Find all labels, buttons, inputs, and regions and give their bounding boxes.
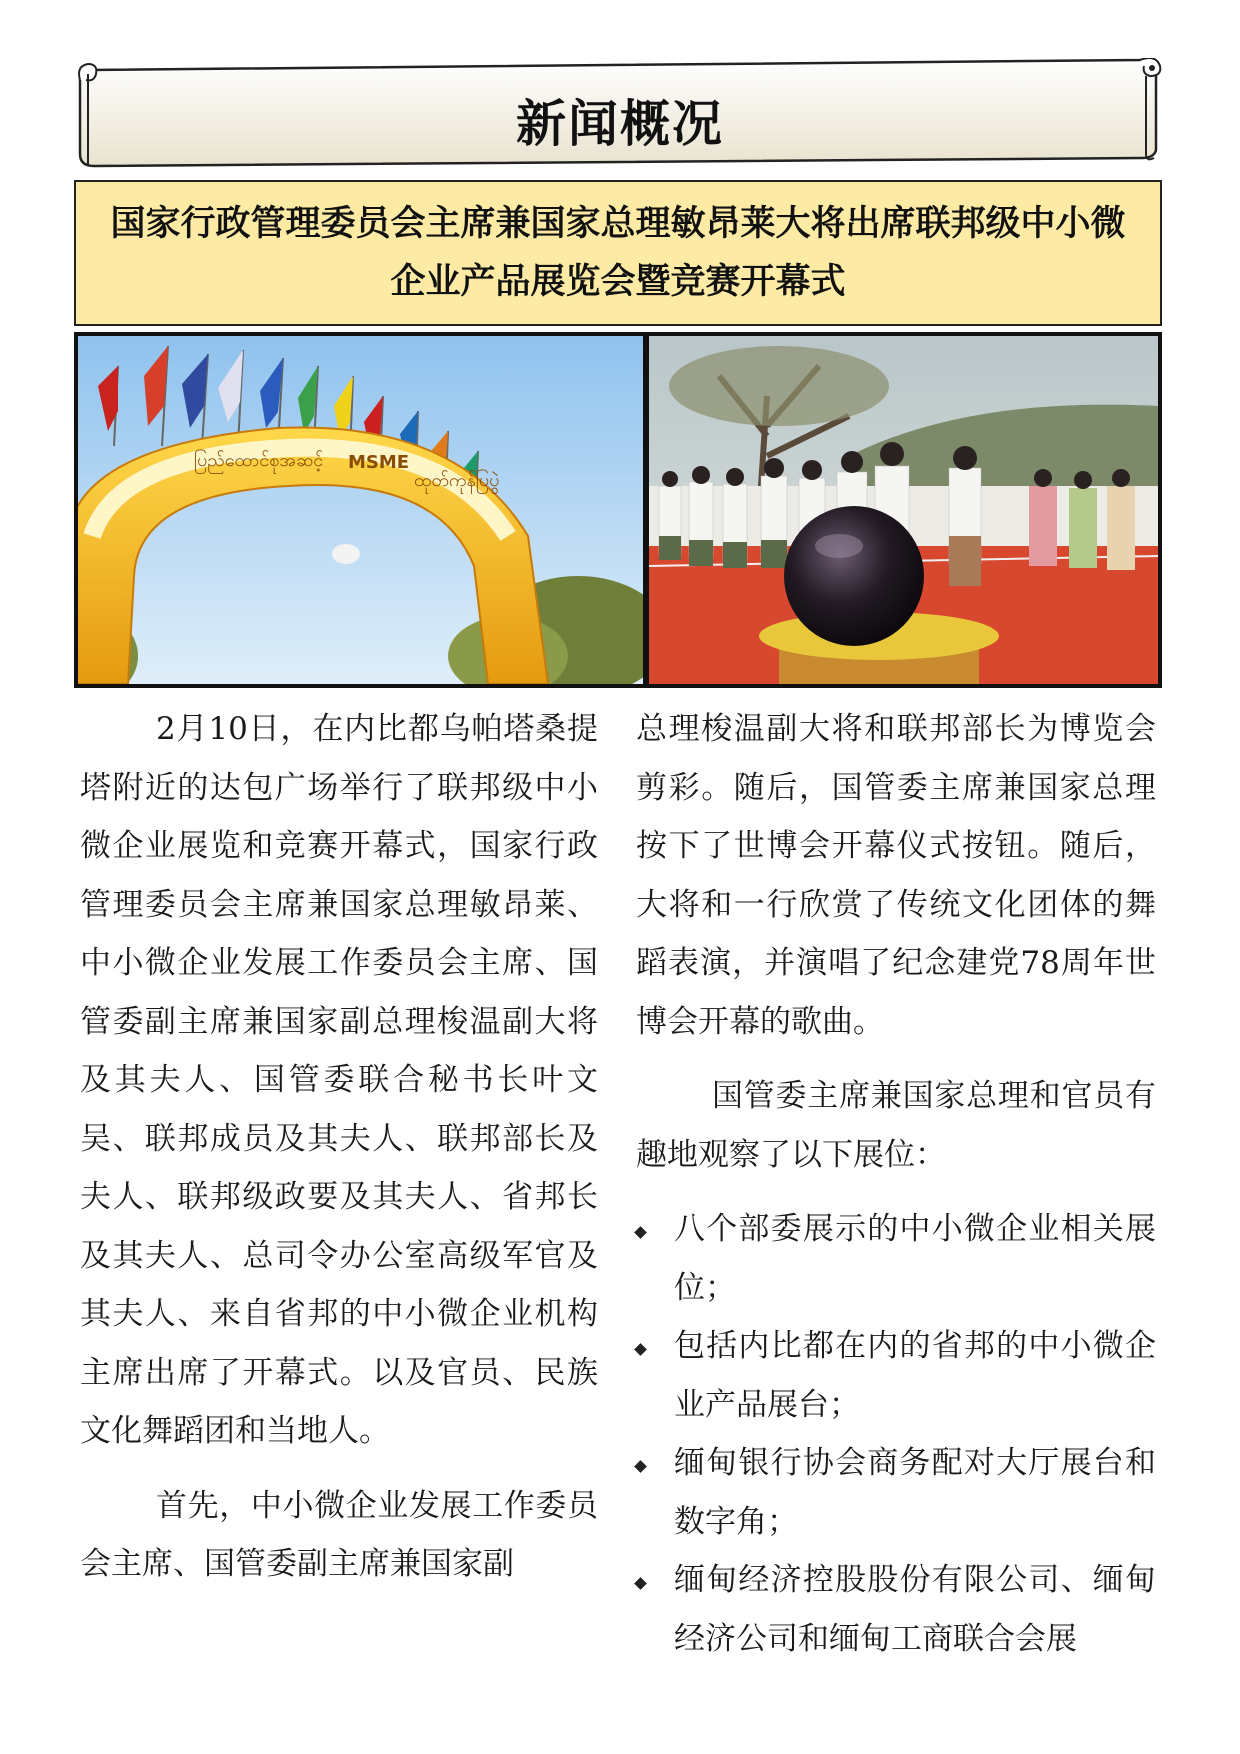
diamond-bullet-icon [634, 1577, 647, 1590]
list-item-text: 包括内比都在内的省邦的中小微企业产品展台； [674, 1328, 1156, 1423]
photo-arch-flags [78, 336, 643, 684]
headline-box [74, 180, 1162, 326]
list-item [636, 1200, 1156, 1317]
list-item-text: 八个部委展示的中小微企业相关展位； [674, 1211, 1156, 1306]
title-scroll-banner [76, 58, 1164, 170]
paragraph: 国管委主席兼国家总理和官员有趣地观察了以下展位： [636, 1078, 1156, 1173]
body-right-column [636, 700, 1156, 1668]
paragraph: 首先，中小微企业发展工作委员会主席、国管委副主席兼国家副 [80, 1487, 598, 1582]
arch-photo-graphic [78, 336, 643, 684]
list-item [636, 1317, 1156, 1434]
arch-text-left: ပြည်ထောင်စုအဆင့် [194, 450, 324, 471]
headline: 国家行政管理委员会主席兼国家总理敏昂莱大将出席联邦级中小微企业产品展览会暨竞赛开幕式 [110, 204, 1126, 302]
list-item [636, 1434, 1156, 1551]
list-item-text: 缅甸银行协会商务配对大厅展台和数字角； [674, 1445, 1156, 1540]
arch-text-mid: MSME [348, 452, 410, 473]
paragraph: 2月10日，在内比都乌帕塔桑提塔附近的达包广场举行了联邦级中小微企业展览和竞赛开幕式，国家行政管理委员会主席兼国家总理敏昂莱、中小微企业发展工作委员会主席、国管委副主席兼国家副总理梭温副大将及其夫人、国管委联合秘书长叶文吴、联邦成员及其夫人、联邦部长及夫人、联邦级政要及其夫人、省邦长及其夫人、总司令办公室高级军官及其夫人、来自省邦的中小微企业机构主席出席了开幕式。以及官员、民族文化舞蹈团和当地人。 [80, 711, 598, 1449]
diamond-bullet-icon [634, 1343, 647, 1356]
booth-list [636, 1200, 1156, 1668]
list-item-text: 缅甸经济控股股份有限公司、缅甸经济公司和缅甸工商联合会展 [674, 1562, 1156, 1657]
photo-strip [74, 332, 1162, 688]
arch-text-right: ထုတ်ကုန်ပြပွဲ [414, 470, 500, 491]
list-item [636, 1551, 1156, 1668]
paragraph: 总理梭温副大将和联邦部长为博览会剪彩。随后，国管委主席兼国家总理按下了世博会开幕仪式按钮。随后，大将和一行欣赏了传统文化团体的舞蹈表演，并演唱了纪念建党78周年世博会开幕的歌曲。 [636, 711, 1156, 1040]
ceremony-photo-graphic [649, 336, 1158, 684]
diamond-bullet-icon [634, 1226, 647, 1239]
page-title: 新闻概况 [516, 95, 724, 153]
diamond-bullet-icon [634, 1460, 647, 1473]
photo-opening-ceremony [649, 336, 1158, 684]
body-left-column [80, 700, 598, 1594]
